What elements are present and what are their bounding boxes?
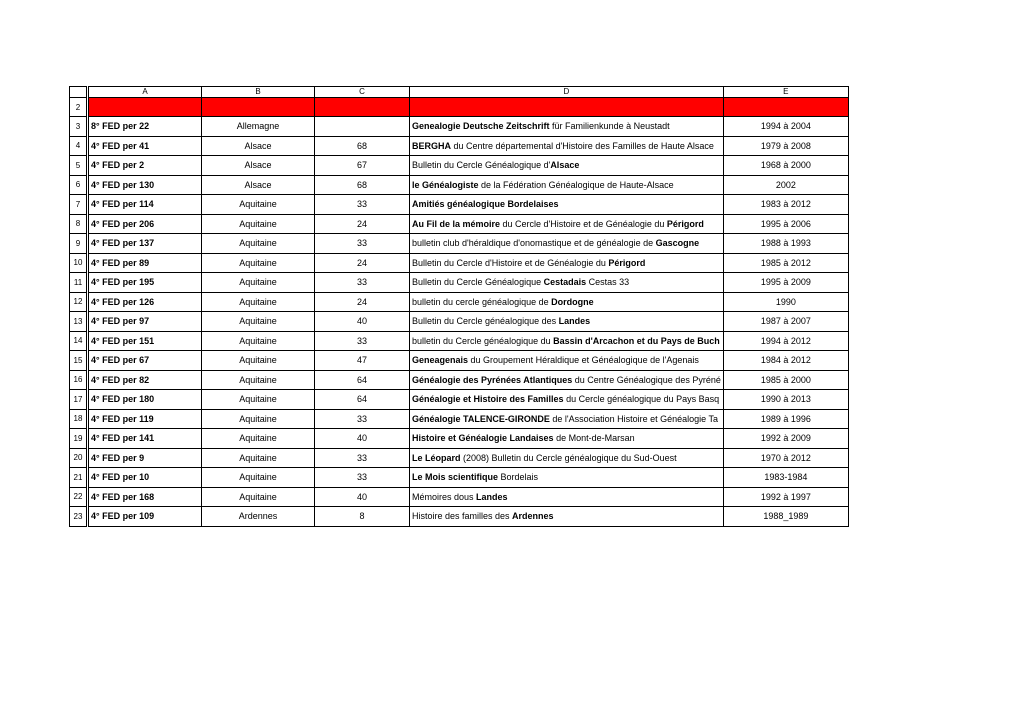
title-segment: du Cercle généalogique du Pays Basq bbox=[563, 394, 720, 405]
table-row bbox=[70, 331, 849, 351]
cell-cote[interactable]: 4° FED per 151 bbox=[88, 331, 202, 351]
header-title[interactable]: Titre de la revue bbox=[410, 98, 724, 117]
cell-years[interactable]: 1985 à 2012 bbox=[723, 253, 848, 273]
cell-title[interactable] bbox=[410, 234, 724, 254]
title-segment: Gascogne bbox=[655, 238, 700, 249]
row-number[interactable]: 5 bbox=[70, 156, 88, 176]
title-segment: de la Fédération Généalogique de Haute-Alsace bbox=[478, 179, 674, 190]
cell-years[interactable]: 1992 à 2009 bbox=[723, 429, 848, 449]
cell-title[interactable] bbox=[410, 507, 724, 527]
cell-region[interactable]: Aquitaine bbox=[202, 487, 315, 507]
cell-years[interactable]: 1968 à 2000 bbox=[723, 156, 848, 176]
row-number[interactable]: 23 bbox=[70, 507, 88, 527]
title-segment: Généalogie et Histoire des Familles bbox=[412, 394, 564, 405]
table-row bbox=[70, 351, 849, 371]
title-segment: Histoire des familles des bbox=[412, 511, 513, 522]
cell-title[interactable] bbox=[410, 370, 724, 390]
row-number[interactable]: 18 bbox=[70, 409, 88, 429]
title-segment: Cestas 33 bbox=[586, 277, 630, 288]
column-letter-d[interactable]: D bbox=[410, 87, 724, 98]
title-segment: de Mont-de-Marsan bbox=[553, 433, 635, 444]
cell-dep[interactable]: 40 bbox=[315, 312, 410, 332]
header-region[interactable]: Région bbox=[202, 98, 315, 117]
table-row bbox=[70, 507, 849, 527]
title-segment: du Centre départemental d'Histoire des Familles de Haute Alsace bbox=[451, 140, 714, 151]
cell-title[interactable] bbox=[410, 195, 724, 215]
table-row bbox=[70, 156, 849, 176]
cell-region[interactable]: Aquitaine bbox=[202, 214, 315, 234]
cell-cote[interactable]: 4° FED per 126 bbox=[88, 292, 202, 312]
column-letter-e[interactable]: E bbox=[723, 87, 848, 98]
row-number[interactable]: 21 bbox=[70, 468, 88, 488]
header-cotes[interactable]: Cotes bbox=[88, 98, 202, 117]
cell-region[interactable]: Alsace bbox=[202, 156, 315, 176]
cell-dep[interactable]: 33 bbox=[315, 273, 410, 293]
cell-title[interactable] bbox=[410, 312, 724, 332]
cell-title[interactable] bbox=[410, 448, 724, 468]
title-segment: Bassin d'Arcachon et du Pays de Buch bbox=[553, 335, 720, 346]
table-row bbox=[70, 175, 849, 195]
cell-region[interactable]: Aquitaine bbox=[202, 273, 315, 293]
row-number[interactable]: 20 bbox=[70, 448, 88, 468]
row-number[interactable]: 19 bbox=[70, 429, 88, 449]
cell-years[interactable]: 2002 bbox=[723, 175, 848, 195]
header-row bbox=[70, 98, 849, 117]
cell-cote[interactable]: 4° FED per 89 bbox=[88, 253, 202, 273]
title-segment: Bulletin du Cercle Généalogique bbox=[412, 277, 544, 288]
title-segment: Bordelais bbox=[498, 472, 539, 483]
row-number[interactable]: 4 bbox=[70, 136, 88, 156]
title-segment: Geneagenais bbox=[412, 355, 469, 366]
title-segment: bulletin du cercle généalogique de bbox=[412, 296, 552, 307]
cell-region[interactable]: Aquitaine bbox=[202, 292, 315, 312]
column-letters-row bbox=[70, 87, 849, 98]
cell-title[interactable] bbox=[410, 292, 724, 312]
cell-region[interactable]: Aquitaine bbox=[202, 253, 315, 273]
cell-dep[interactable]: 67 bbox=[315, 156, 410, 176]
row-number[interactable]: 15 bbox=[70, 351, 88, 371]
cell-dep[interactable]: 68 bbox=[315, 175, 410, 195]
title-segment: Cestadais bbox=[543, 277, 587, 288]
table-row bbox=[70, 253, 849, 273]
cell-cote[interactable]: 4° FED per 10 bbox=[88, 468, 202, 488]
cell-cote[interactable]: 4° FED per 119 bbox=[88, 409, 202, 429]
header-dep[interactable]: Dep bbox=[315, 98, 410, 117]
header-years[interactable]: Années bbox=[723, 98, 848, 117]
title-segment: Généalogie TALENCE-GIRONDE bbox=[412, 413, 550, 424]
cell-title[interactable] bbox=[410, 429, 724, 449]
title-segment: Landes bbox=[558, 316, 591, 327]
cell-region[interactable]: Aquitaine bbox=[202, 448, 315, 468]
table-row bbox=[70, 370, 849, 390]
cell-dep[interactable]: 40 bbox=[315, 487, 410, 507]
cell-years[interactable]: 1984 à 2012 bbox=[723, 351, 848, 371]
row-number[interactable]: 17 bbox=[70, 390, 88, 410]
cell-title[interactable] bbox=[410, 487, 724, 507]
cell-region[interactable]: Ardennes bbox=[202, 507, 315, 527]
cell-region[interactable]: Aquitaine bbox=[202, 234, 315, 254]
title-segment: Bulletin du Cercle Généalogique d' bbox=[412, 160, 551, 171]
cell-dep[interactable]: 33 bbox=[315, 409, 410, 429]
row-number[interactable]: 10 bbox=[70, 253, 88, 273]
cell-region[interactable]: Allemagne bbox=[202, 117, 315, 137]
row-number[interactable]: 22 bbox=[70, 487, 88, 507]
cell-region[interactable]: Aquitaine bbox=[202, 429, 315, 449]
cell-dep[interactable]: 33 bbox=[315, 448, 410, 468]
table-row bbox=[70, 487, 849, 507]
row-number[interactable]: 7 bbox=[70, 195, 88, 215]
cell-cote[interactable]: 4° FED per 9 bbox=[88, 448, 202, 468]
column-letter-c[interactable]: C bbox=[315, 87, 410, 98]
cell-dep[interactable]: 33 bbox=[315, 331, 410, 351]
cell-dep[interactable]: 33 bbox=[315, 195, 410, 215]
cell-title[interactable] bbox=[410, 117, 724, 137]
cell-years[interactable]: 1994 à 2004 bbox=[723, 117, 848, 137]
cell-years[interactable]: 1988_1989 bbox=[723, 507, 848, 527]
cell-cote[interactable]: 4° FED per 137 bbox=[88, 234, 202, 254]
title-segment: Dordogne bbox=[551, 296, 594, 307]
cell-title[interactable] bbox=[410, 253, 724, 273]
table-row bbox=[70, 214, 849, 234]
cell-region[interactable]: Aquitaine bbox=[202, 390, 315, 410]
title-segment: Ardennes bbox=[512, 511, 554, 522]
cell-cote[interactable]: 4° FED per 141 bbox=[88, 429, 202, 449]
title-segment: Histoire et Généalogie Landaises bbox=[412, 433, 554, 444]
spreadsheet-table bbox=[69, 86, 849, 527]
cell-region[interactable]: Aquitaine bbox=[202, 312, 315, 332]
cell-years[interactable]: 1987 à 2007 bbox=[723, 312, 848, 332]
title-segment: Périgord bbox=[666, 218, 704, 229]
table-row bbox=[70, 136, 849, 156]
cell-years[interactable]: 1979 à 2008 bbox=[723, 136, 848, 156]
cell-dep[interactable]: 64 bbox=[315, 370, 410, 390]
title-segment: Landes bbox=[476, 491, 508, 502]
table-row bbox=[70, 409, 849, 429]
title-segment: du Cercle d'Histoire et de Généalogie du bbox=[500, 218, 667, 229]
row-number[interactable]: 6 bbox=[70, 175, 88, 195]
row-number[interactable]: 13 bbox=[70, 312, 88, 332]
table-row bbox=[70, 273, 849, 293]
cell-years[interactable]: 1985 à 2000 bbox=[723, 370, 848, 390]
title-segment: du Centre Généalogique des Pyréné bbox=[572, 374, 721, 385]
cell-cote[interactable]: 4° FED per 97 bbox=[88, 312, 202, 332]
table-row bbox=[70, 312, 849, 332]
cell-cote[interactable]: 4° FED per 206 bbox=[88, 214, 202, 234]
title-segment: Mémoires dous bbox=[412, 491, 477, 502]
cell-cote[interactable]: 4° FED per 82 bbox=[88, 370, 202, 390]
cell-title[interactable] bbox=[410, 136, 724, 156]
title-segment: de l'Association Histoire et Généalogie Ta bbox=[549, 413, 719, 424]
title-segment: Généalogie des Pyrénées Atlantiques bbox=[412, 374, 573, 385]
cell-title[interactable] bbox=[410, 175, 724, 195]
title-segment: Le Léopard bbox=[412, 452, 461, 463]
title-segment: Alsace bbox=[550, 160, 580, 171]
cell-years[interactable]: 1990 bbox=[723, 292, 848, 312]
cell-dep[interactable]: 24 bbox=[315, 253, 410, 273]
table-row bbox=[70, 195, 849, 215]
title-segment: du Groupement Héraldique et Généalogique de l'Agenais bbox=[468, 355, 699, 366]
cell-region[interactable]: Alsace bbox=[202, 136, 315, 156]
row-number[interactable]: 11 bbox=[70, 273, 88, 293]
cell-dep[interactable]: 33 bbox=[315, 468, 410, 488]
title-segment: (2008) Bulletin du Cercle généalogique du Sud-Ouest bbox=[460, 452, 677, 463]
cell-region[interactable]: Aquitaine bbox=[202, 409, 315, 429]
title-segment: Genealogie Deutsche Zeitschrift bbox=[412, 121, 550, 132]
row-number[interactable]: 8 bbox=[70, 214, 88, 234]
cell-cote[interactable]: 4° FED per 41 bbox=[88, 136, 202, 156]
cell-years[interactable]: 1992 à 1997 bbox=[723, 487, 848, 507]
corner-cell[interactable] bbox=[70, 87, 88, 98]
title-segment: Bulletin du Cercle généalogique des bbox=[412, 316, 559, 327]
cell-cote[interactable]: 4° FED per 67 bbox=[88, 351, 202, 371]
cell-dep[interactable]: 68 bbox=[315, 136, 410, 156]
spreadsheet-body bbox=[70, 87, 849, 527]
cell-region[interactable]: Aquitaine bbox=[202, 351, 315, 371]
title-segment: Au Fil de la mémoire bbox=[412, 218, 501, 229]
cell-dep[interactable]: 40 bbox=[315, 429, 410, 449]
column-letter-a[interactable]: A bbox=[88, 87, 202, 98]
row-number[interactable]: 2 bbox=[70, 98, 88, 117]
cell-cote[interactable]: 4° FED per 130 bbox=[88, 175, 202, 195]
row-number[interactable]: 16 bbox=[70, 370, 88, 390]
cell-dep[interactable]: 47 bbox=[315, 351, 410, 371]
row-number[interactable]: 14 bbox=[70, 331, 88, 351]
table-row bbox=[70, 448, 849, 468]
cell-years[interactable]: 1970 à 2012 bbox=[723, 448, 848, 468]
cell-years[interactable]: 1995 à 2006 bbox=[723, 214, 848, 234]
row-number[interactable]: 9 bbox=[70, 234, 88, 254]
cell-title[interactable] bbox=[410, 156, 724, 176]
title-segment: für Familienkunde à Neustadt bbox=[549, 121, 670, 132]
cell-region[interactable]: Aquitaine bbox=[202, 468, 315, 488]
cell-dep[interactable] bbox=[315, 117, 410, 137]
row-number[interactable]: 3 bbox=[70, 117, 88, 137]
cell-title[interactable] bbox=[410, 214, 724, 234]
cell-title[interactable] bbox=[410, 409, 724, 429]
title-segment: bulletin du Cercle généalogique du bbox=[412, 335, 554, 346]
title-segment: Le Mois scientifique bbox=[412, 472, 499, 483]
cell-years[interactable]: 1989 à 1996 bbox=[723, 409, 848, 429]
cell-title[interactable] bbox=[410, 273, 724, 293]
column-letter-b[interactable]: B bbox=[202, 87, 315, 98]
cell-cote[interactable]: 4° FED per 180 bbox=[88, 390, 202, 410]
cell-years[interactable]: 1990 à 2013 bbox=[723, 390, 848, 410]
cell-dep[interactable]: 8 bbox=[315, 507, 410, 527]
cell-cote[interactable]: 8° FED per 22 bbox=[88, 117, 202, 137]
table-row bbox=[70, 468, 849, 488]
cell-region[interactable]: Alsace bbox=[202, 175, 315, 195]
cell-years[interactable]: 1994 à 2012 bbox=[723, 331, 848, 351]
cell-dep[interactable]: 33 bbox=[315, 234, 410, 254]
cell-title[interactable] bbox=[410, 390, 724, 410]
table-row bbox=[70, 390, 849, 410]
cell-cote[interactable]: 4° FED per 168 bbox=[88, 487, 202, 507]
cell-title[interactable] bbox=[410, 351, 724, 371]
table-row bbox=[70, 429, 849, 449]
cell-title[interactable] bbox=[410, 468, 724, 488]
title-segment: Périgord bbox=[608, 257, 646, 268]
title-segment: le Généalogiste bbox=[412, 179, 479, 190]
cell-dep[interactable]: 24 bbox=[315, 292, 410, 312]
cell-years[interactable]: 1995 à 2009 bbox=[723, 273, 848, 293]
cell-dep[interactable]: 24 bbox=[315, 214, 410, 234]
cell-years[interactable]: 1988 à 1993 bbox=[723, 234, 848, 254]
title-segment: Amitiés généalogique Bordelaises bbox=[412, 199, 559, 210]
cell-cote[interactable]: 4° FED per 2 bbox=[88, 156, 202, 176]
cell-cote[interactable]: 4° FED per 109 bbox=[88, 507, 202, 527]
row-number[interactable]: 12 bbox=[70, 292, 88, 312]
cell-region[interactable]: Aquitaine bbox=[202, 331, 315, 351]
cell-region[interactable]: Aquitaine bbox=[202, 195, 315, 215]
cell-cote[interactable]: 4° FED per 114 bbox=[88, 195, 202, 215]
table-row bbox=[70, 117, 849, 137]
cell-region[interactable]: Aquitaine bbox=[202, 370, 315, 390]
cell-years[interactable]: 1983-1984 bbox=[723, 468, 848, 488]
title-segment: Bulletin du Cercle d'Histoire et de Généalogie du bbox=[412, 257, 609, 268]
cell-years[interactable]: 1983 à 2012 bbox=[723, 195, 848, 215]
title-segment: bulletin club d'héraldique d'onomastique et de généalogie de bbox=[412, 238, 656, 249]
cell-dep[interactable]: 64 bbox=[315, 390, 410, 410]
title-segment: BERGHA bbox=[412, 140, 452, 151]
table-row bbox=[70, 234, 849, 254]
table-row bbox=[70, 292, 849, 312]
cell-title[interactable] bbox=[410, 331, 724, 351]
cell-cote[interactable]: 4° FED per 195 bbox=[88, 273, 202, 293]
